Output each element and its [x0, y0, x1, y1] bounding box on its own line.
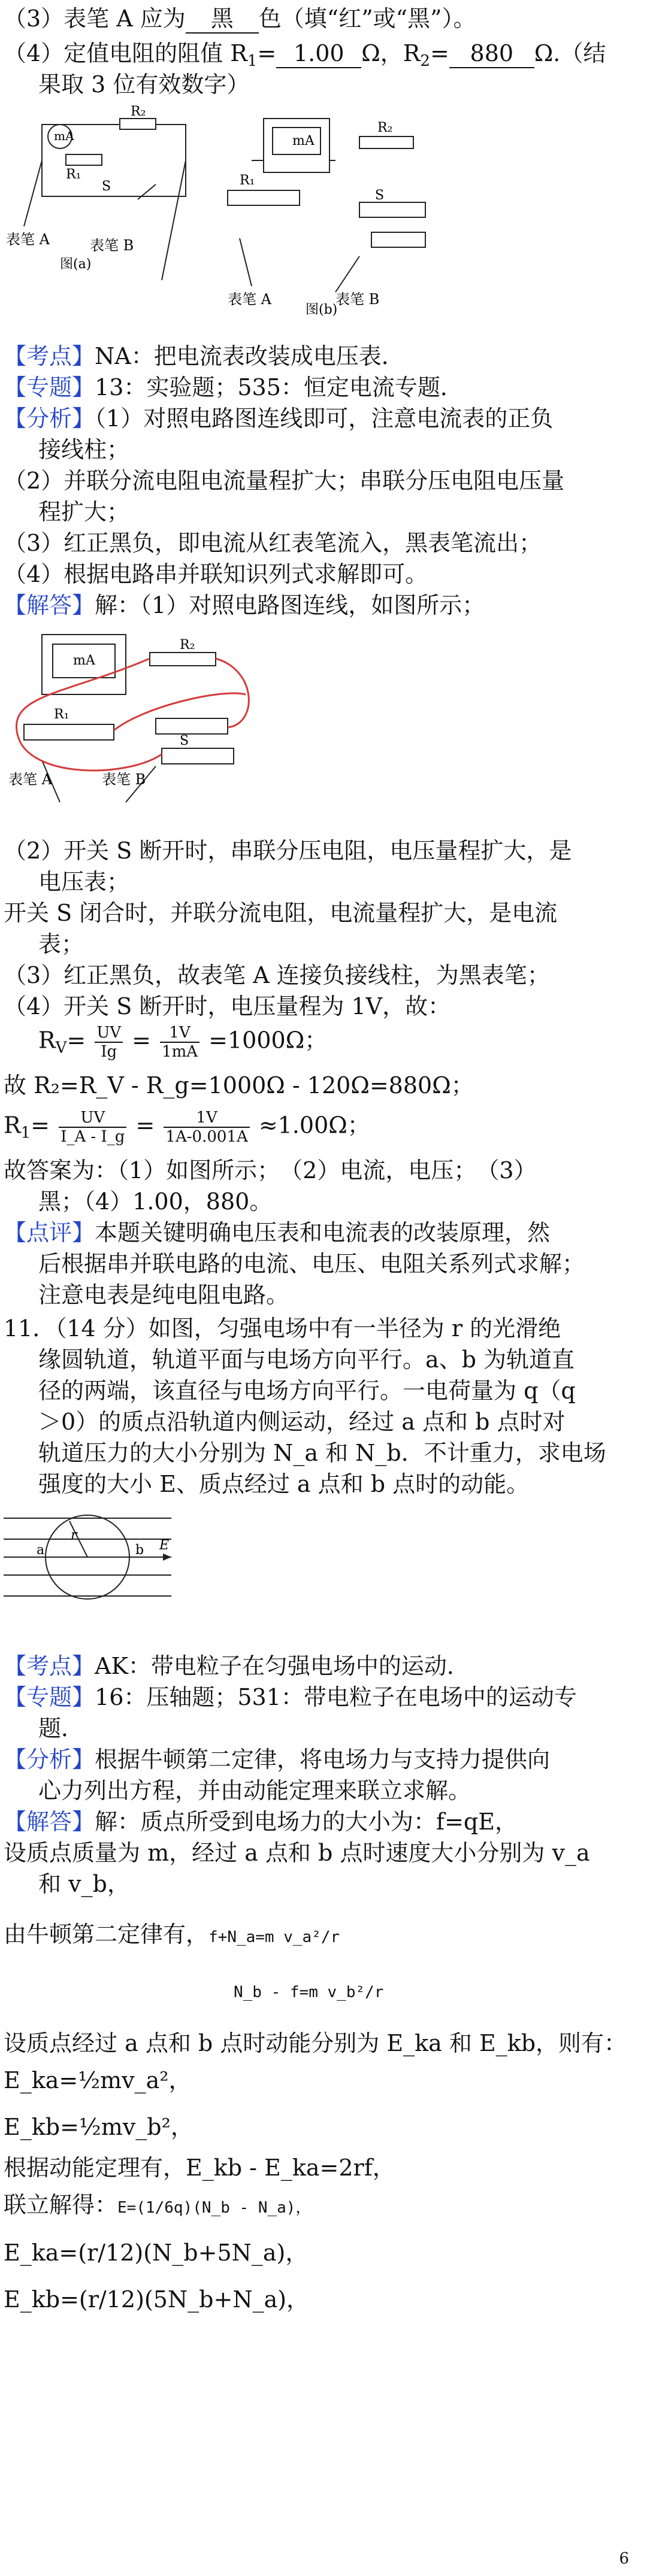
- wired-s-label: S: [180, 733, 189, 748]
- eka-result-line: E_ka=(r/12)(N_b+5N_a)，: [4, 2240, 309, 2266]
- work-energy-line: 根据动能定理有，E_kb - E_ka=2rf，: [4, 2155, 395, 2181]
- part4-line2: 果取 3 位有效数字）: [38, 71, 250, 98]
- zhuanti-line-2b: 题．: [38, 1715, 84, 1741]
- r1-answer: 1.00: [276, 40, 361, 68]
- r1-label-b: R₁: [240, 173, 255, 188]
- fenxi-line-3: （2）并联分流电阻电流量程扩大；串联分压电阻电压量: [4, 468, 565, 494]
- eka-line: E_ka=½mv_a²，: [4, 2067, 192, 2093]
- r2-label-b: R₂: [377, 120, 393, 135]
- s2-line-2: 电压表；: [38, 869, 130, 895]
- r2-label-a: R₂: [131, 104, 146, 119]
- wired-pen-b-label: 表笔 B: [102, 771, 146, 788]
- fenxi2-line-1: 【分析】根据牛顿第二定律，将电场力与支持力提供向: [4, 1746, 551, 1773]
- r1-equation: $R_1=$ $\frac{UV}{I\_A - I\_g}$ = $\frac{1V}{1A-0.001A}$ ≈1.00Ω；: [4, 1109, 370, 1146]
- s2-line-1: （2）开关 S 断开时，串联分压电阻，电压量程扩大，是: [4, 838, 572, 864]
- jieda-line-1: 【解答】解：（1）对照电路图连线，如图所示；: [4, 592, 485, 618]
- jieda2-line-1: 【解答】解：质点所受到电场力的大小为：f=qE，: [4, 1809, 518, 1835]
- kaodian-line-1: 【考点】NA：把电流表改装成电压表．: [4, 343, 404, 369]
- point-a-label: a: [37, 1543, 45, 1558]
- kaodian-line-2: 【考点】AK：带电粒子在匀强电场中的运动．: [4, 1653, 470, 1679]
- r1-fraction-2: $\frac{1V}{1A-0.001A}$: [164, 1109, 249, 1146]
- ekb-result-line: E_kb=(r/12)(5N_b+N_a)，: [4, 2286, 310, 2313]
- fenxi-line-1: 【分析】（1）对照电路图连线即可，注意电流表的正负: [4, 405, 554, 432]
- rv-fraction-2: $\frac{1V}{1mA}$: [160, 1024, 199, 1061]
- r2-calc-line: 故 R₂=R_V - R_g=1000Ω - 120Ω=880Ω；: [4, 1072, 474, 1099]
- s3-line: （3）红正黑负，故表笔 A 连接负接线柱，为黑表笔；: [4, 962, 550, 988]
- newton-eq-b: N_b - f=m v_b²/r: [234, 1983, 384, 2001]
- dianping-line-1: 【点评】本题关键明确电压表和电流表的改装原理，然: [4, 1219, 551, 1246]
- rv-fraction-1: $\frac{UV}{Ig}$: [95, 1024, 123, 1061]
- newton-line: 由牛顿第二定律有，f+N_a=m v_a²/r: [4, 1921, 340, 1947]
- wired-pen-a-label: 表笔 A: [8, 771, 52, 788]
- solve-line: 联立解得：E=(1/6q)(N_b - N_a)，: [4, 2192, 312, 2218]
- s-label-a: S: [102, 179, 111, 194]
- ek-definition-line: 设质点经过 a 点和 b 点时动能分别为 E_ka 和 E_kb，则有：: [4, 2030, 627, 2056]
- q11-line-1: 11．（14 分）如图，匀强电场中有一半径为 r 的光滑绝: [4, 1315, 561, 1342]
- fenxi-line-5: （3）红正黑负，即电流从红表笔流入，黑表笔流出；: [4, 530, 542, 556]
- part4-line: （4）定值电阻的阻值 $R_1= 1.00$ Ω，$R_2= 880$ Ω.（结: [4, 40, 606, 70]
- meter-label-b: mA: [292, 133, 315, 148]
- s2-line-4: 表；: [38, 931, 84, 957]
- fenxi-line-2: 接线柱；: [38, 436, 130, 463]
- wired-r1-label: R₁: [54, 707, 69, 722]
- rv-equation: $R_V=$ $\frac{UV}{Ig}$ = $\frac{1V}{1mA}$ =1000Ω；: [38, 1024, 328, 1061]
- q11-line-3: 径的两端，该直径与电场方向平行。一电荷量为 q（q: [38, 1377, 576, 1404]
- pen-b-label-b: 表笔 B: [335, 291, 380, 308]
- fenxi-line-4: 程扩大；: [38, 499, 130, 525]
- radius-label: r: [71, 1528, 77, 1543]
- pen-b-label-a: 表笔 B: [90, 237, 134, 254]
- q11-line-6: 强度的大小 E、质点经过 a 点和 b 点时的动能。: [38, 1471, 530, 1497]
- dianping-line-2: 后根据串并联电路的电流、电压、电阻关系列式求解；: [38, 1251, 585, 1277]
- s-label-b: S: [375, 188, 385, 203]
- dianping-line-3: 注意电表是纯电阻电路。: [38, 1282, 289, 1308]
- circuit-figures: [0, 101, 647, 316]
- fig-b-caption: 图(b): [306, 302, 338, 316]
- q11-line-5: 轨道压力的大小分别为 N_a 和 N_b．不计重力，求电场: [38, 1440, 606, 1466]
- zhuanti-line-2a: 【专题】16：压轴题；531：带电粒子在电场中的运动专: [4, 1684, 577, 1710]
- mass-line-2: 和 v_b，: [38, 1871, 130, 1897]
- page-number: 6: [619, 2550, 629, 2568]
- wired-r2-label: R₂: [180, 638, 195, 653]
- field-circle-figure: [4, 1506, 183, 1608]
- fenxi2-line-2: 心力列出方程，并由动能定理来联立求解。: [38, 1777, 471, 1804]
- pen-a-label-b: 表笔 A: [228, 291, 271, 308]
- newton-eq-a: f+N_a=m v_a²/r: [208, 1928, 340, 1946]
- wired-circuit-figure: [6, 623, 341, 820]
- r1-label-a: R₁: [66, 167, 81, 182]
- part3-line: （3）表笔 A 应为 黑 色（填“红”或“黑”）。: [4, 5, 476, 34]
- r2-answer: 880: [449, 40, 534, 68]
- fenxi-line-6: （4）根据电路串并联知识列式求解即可。: [4, 561, 428, 587]
- q11-line-2: 缘圆轨道，轨道平面与电场方向平行。a、b 为轨道直: [38, 1346, 575, 1373]
- wired-meter-label: mA: [73, 653, 95, 668]
- part3-answer: 黑: [186, 5, 259, 34]
- q11-line-4: ＞0）的质点沿轨道内侧运动，经过 a 点和 b 点时对: [38, 1409, 566, 1435]
- e-result: E=(1/6q)(N_b - N_a)，: [117, 2199, 312, 2217]
- ekb-line: E_kb=½mv_b²，: [4, 2114, 194, 2140]
- r1-fraction-1: $\frac{UV}{I\_A - I\_g}$: [59, 1109, 126, 1146]
- mass-line-1: 设质点质量为 m，经过 a 点和 b 点时速度大小分别为 v_a: [4, 1840, 590, 1866]
- fig-a-caption: 图(a): [60, 257, 92, 272]
- answer-line-2: 黑；（4）1.00，880。: [38, 1188, 273, 1215]
- field-e-label: E: [159, 1538, 170, 1553]
- s4-line: （4）开关 S 断开时，电压量程为 1V，故：: [4, 993, 451, 1020]
- s2-line-3: 开关 S 闭合时，并联分流电阻，电流量程扩大，是电流: [4, 900, 558, 926]
- point-b-label: b: [135, 1543, 144, 1558]
- zhuanti-line-1: 【专题】13：实验题；535：恒定电流专题．: [4, 374, 463, 400]
- meter-label-a: mA: [54, 129, 74, 143]
- pen-a-label-a: 表笔 A: [6, 231, 50, 248]
- answer-line-1: 故答案为：（1）如图所示； （2）电流，电压； （3）: [4, 1157, 537, 1184]
